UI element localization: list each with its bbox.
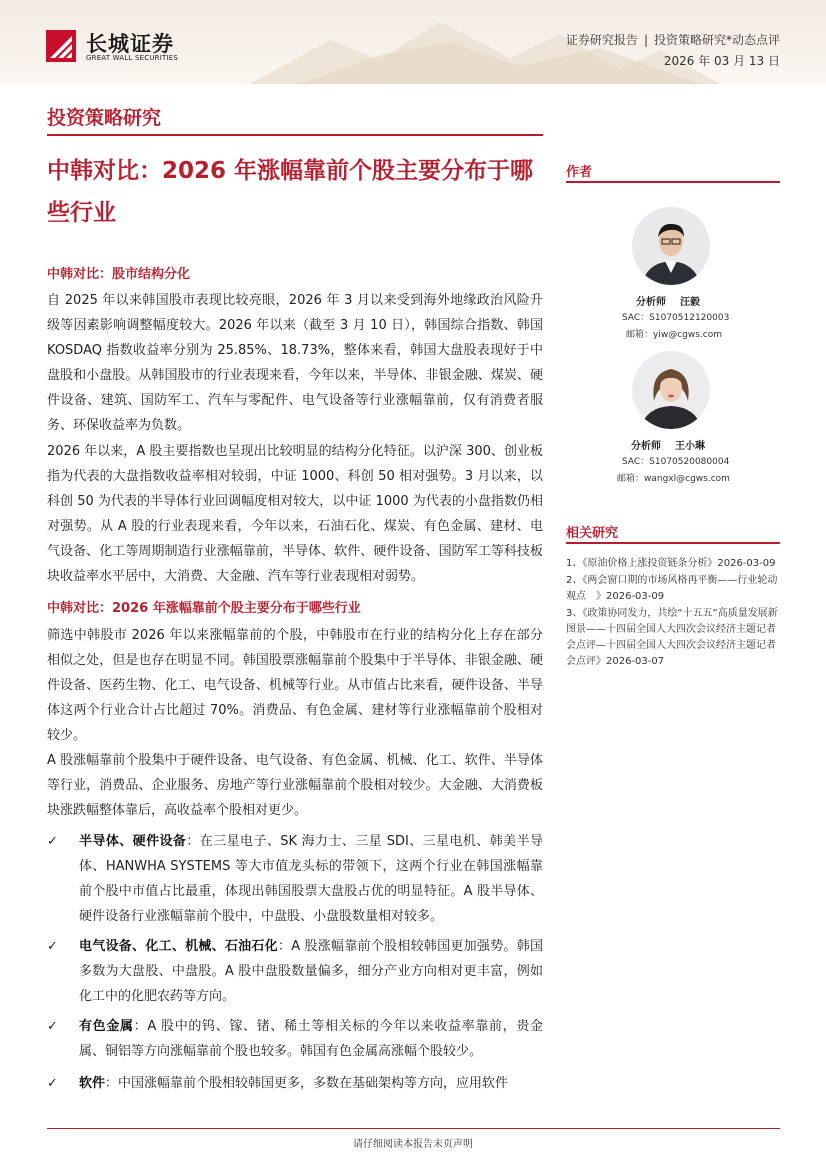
bullet-item	[47, 1014, 543, 1064]
paragraph-3: 筛选中韩股市 2026 年以来涨幅靠前的个股，中韩股市在行业的结构分化上存在部分相似之处，但是也存在明显不同。韩国股票涨幅靠前个股集中于半导体、非银金融、硬件设备、医药生物、化工、电气设备、机械等行业。从市值占比来看，硬件设备、半导体这两个行业合计占比超过 70%。消费品、有色金属、建材等行业涨幅靠前个股相对较少。	[47, 628, 543, 743]
report-category	[566, 31, 780, 48]
author-email-2: 邮箱：wangxl@cgws.com	[617, 474, 730, 484]
author-sac-1: SAC：S1070512120003	[622, 313, 730, 323]
bullet-label: 软件	[79, 1076, 106, 1091]
author-rule	[566, 181, 780, 183]
avatar	[632, 351, 710, 429]
bullet-text: ：A 股涨幅靠前个股相较韩国更加强势。韩国多数为大盘股、中盘股。A 股中盘股数量偏多，细分产业方向相对更丰富，例如化工中的化肥农药等方向。	[79, 939, 543, 1004]
section-title: 投资策略研究	[47, 107, 162, 129]
checkmark-icon: ✓	[47, 1019, 58, 1034]
report-title: 中韩对比：2026 年涨幅靠前个股主要分布于哪些行业	[47, 158, 534, 226]
author-name-2: 分析师 王小琳	[631, 441, 705, 452]
footer-rule	[47, 1128, 780, 1129]
related-heading: 相关研究	[566, 526, 619, 541]
checkmark-icon: ✓	[47, 834, 58, 849]
report-subtype: 投资策略研究*动态点评	[653, 33, 780, 47]
author-name-1: 分析师 汪毅	[636, 297, 700, 308]
related-rule	[566, 542, 780, 544]
brand-name-en: GREAT WALL SECURITIES	[86, 54, 179, 62]
paragraph-1: 自 2025 年以来韩国股市表现比较亮眼，2026 年 3 月以来受到海外地缘政治风险升级等因素影响调整幅度较大。2026 年以来（截至 3 月 10 日），韩国综合指数、韩国 KOSDAQ 指数收益率分别为 25.85%、18.73%，整体来看，韩国大盘股表现好于中盘股和小盘股。从韩国股市的行业表现来看，今年以来，半导体、非银金融、煤炭、硬件设备、建筑、国防军工、汽车与零配件、电气设备等行业涨幅靠前，仅有消费者服务、环保收益率为负数。	[47, 293, 543, 433]
bullet-label: 有色金属	[79, 1019, 134, 1034]
bullet-text: ：在三星电子、SK 海力士、三星 SDI、三星电机、韩美半导体、HANWHA SYSTEMS 等大市值龙头标的带领下，这两个行业在韩国涨幅靠前个股中市值占比最重，体现出韩国股票大盘股占优的明显特征。A 股半导体、硬件设备行业涨幅靠前个股中，中盘股、小盘股数量相对较多。	[79, 834, 543, 924]
related-item-2[interactable]: 2、《两会窗口期的市场风格再平衡——行业轮动观点 》2026-03-09	[566, 575, 778, 602]
bullet-item	[47, 829, 543, 929]
checkmark-icon: ✓	[47, 939, 58, 954]
brand-name-cn: 长城证券	[86, 32, 174, 56]
author-photo-icon	[632, 207, 710, 285]
author-email-1: 邮箱：yiw@cgws.com	[626, 330, 722, 340]
bullet-item	[47, 934, 543, 1009]
related-item-1[interactable]: 1、《原油价格上涨投资链条分析》2026-03-09	[566, 558, 776, 569]
header-band	[0, 0, 826, 84]
author-photo-icon	[632, 351, 710, 429]
author-sac-2: SAC：S1070520080004	[622, 457, 730, 467]
paragraph-4: A 股涨幅靠前个股集中于硬件设备、电气设备、有色金属、机械、化工、软件、半导体等行业，消费品、企业服务、房地产等行业涨幅靠前个股相对较少。大金融、大消费板块涨跌幅整体靠后，高收益率个股相对更少。	[47, 753, 543, 818]
bullet-label: 半导体、硬件设备	[79, 834, 187, 849]
related-item-3[interactable]: 3、《政策协同发力，共绘“十五五”高质量发展新图景——十四届全国人大四次会议经济主题记者会点评—十四届全国人大四次会议经济主题记者会点评》2026-03-07	[566, 608, 778, 667]
bullet-label: 电气设备、化工、机械、石油石化	[79, 939, 278, 954]
paragraph-2: 2026 年以来，A 股主要指数也呈现出比较明显的结构分化特征。以沪深 300、创业板指为代表的大盘指数收益率相对较弱，中证 1000、科创 50 相对强势。3 月以来，以科创 50 为代表的半导体行业回调幅度相对较大，以中证 1000 为代表的小盘指数仍相对强势。从 A 股的行业表现来看，今年以来，石油石化、煤炭、有色金属、建材、电气设备、化工等周期制造行业涨幅靠前，半导体、软件、硬件设备、国防军工等科技板块收益率水平居中，大消费、大金融、汽车等行业表现相对弱势。	[47, 444, 543, 584]
report-type: 证券研究报告	[565, 33, 638, 47]
subheading-1: 中韩对比：股市结构分化	[47, 267, 191, 282]
subheading-2: 中韩对比：2026 年涨幅靠前个股主要分布于哪些行业	[47, 601, 361, 616]
report-date: 2026 年 03 月 13 日	[663, 54, 780, 68]
title-rule	[47, 134, 543, 136]
author-heading: 作者	[566, 165, 593, 180]
great-wall-logo-icon	[46, 30, 76, 62]
footer-disclaimer: 请仔细阅读本报告末页声明	[353, 1139, 473, 1150]
bullet-text: ：A 股中的钨、镓、锗、稀土等相关标的今年以来收益率靠前，贵金属、铜铝等方向涨幅靠前个股也较多。韩国有色金属高涨幅个股较少。	[79, 1019, 543, 1059]
avatar	[632, 207, 710, 285]
header-divider: |	[643, 33, 648, 47]
checkmark-icon: ✓	[47, 1076, 58, 1091]
bullet-item	[47, 1071, 543, 1096]
bullet-text: ：中国涨幅靠前个股相较韩国更多，多数在基础架构等方向，应用软件	[105, 1076, 509, 1091]
